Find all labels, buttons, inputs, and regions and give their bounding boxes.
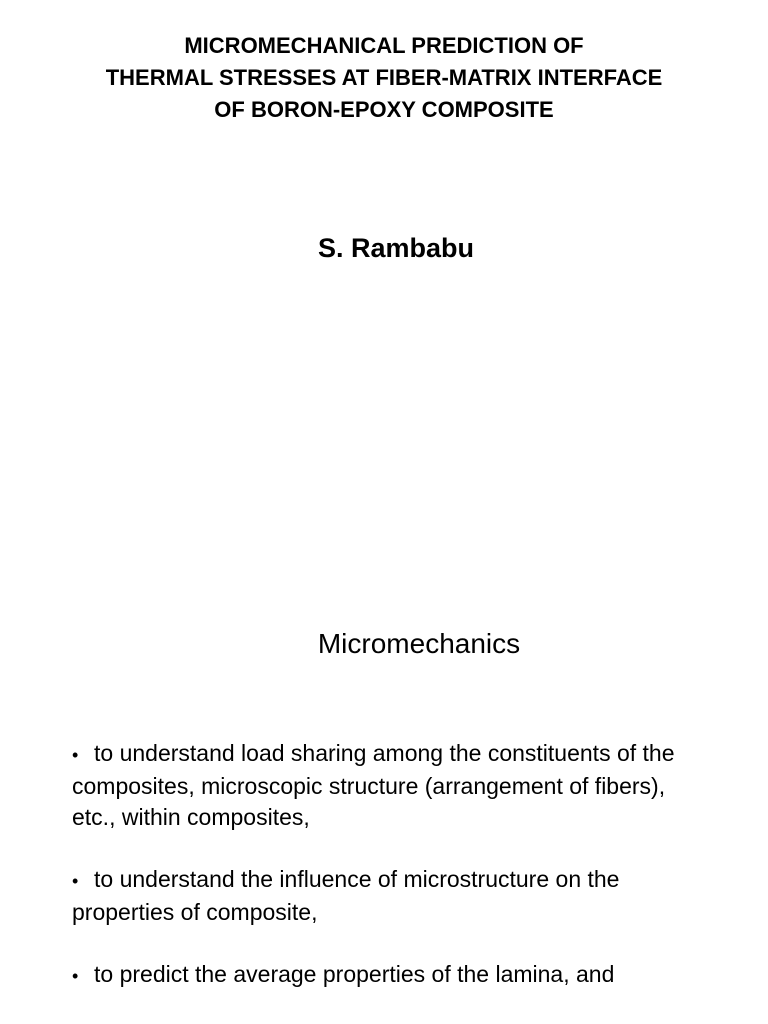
section-heading: Micromechanics (317, 628, 521, 659)
bullet-icon: • (72, 871, 79, 891)
author-name: S. Rambabu (317, 233, 475, 263)
bullet-text: to predict the average properties of the lamina, and (94, 961, 615, 987)
list-item (72, 738, 762, 833)
title-line-2: THERMAL STRESSES AT FIBER-MATRIX INTERFACE (105, 65, 663, 90)
bullet-icon: • (72, 745, 79, 765)
bullet-icon: • (72, 966, 79, 986)
list-item (72, 864, 762, 928)
title-line-1: MICROMECHANICAL PREDICTION OF (184, 33, 584, 58)
bullet-list (72, 738, 762, 1023)
title-line-3: OF BORON-EPOXY COMPOSITE (214, 97, 554, 122)
list-item (72, 959, 762, 992)
bullet-text: to understand the influence of microstructure on the properties of composite, (72, 866, 620, 925)
bullet-text: to understand load sharing among the constituents of the composites, microscopic structure (arrangement of fibers), etc., within composites, (72, 740, 675, 830)
document-title (0, 30, 768, 126)
